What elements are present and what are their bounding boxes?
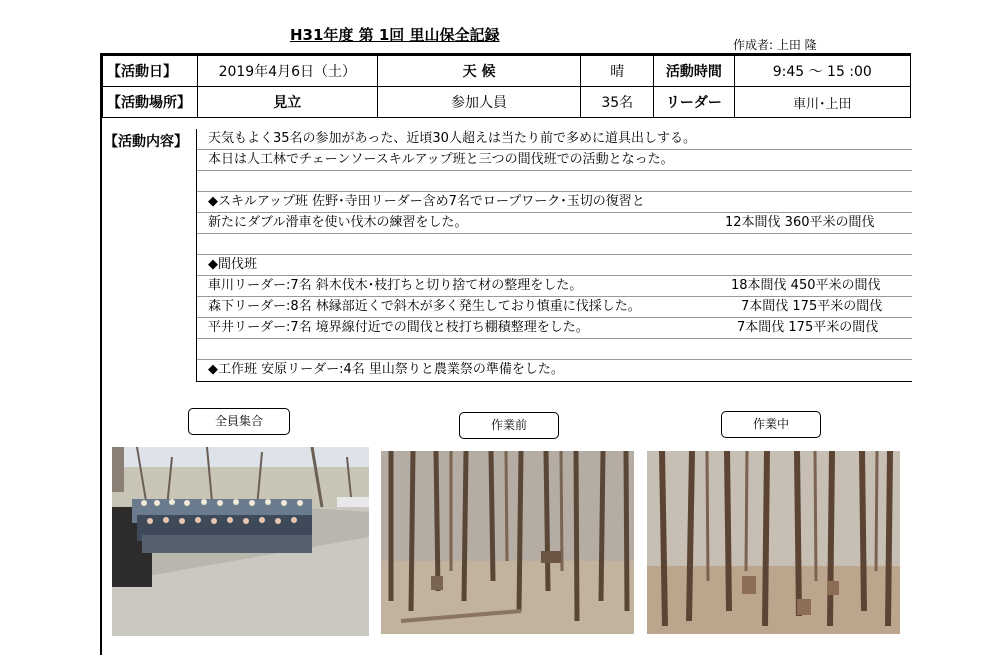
participants-label: 参加人員 (377, 87, 581, 118)
group-photo (112, 447, 369, 636)
content-line-result: 7本間伐 175平米の間伐 (741, 299, 883, 314)
content-label: 【活動内容】 (104, 134, 188, 150)
photo-label-during-work: 作業中 (721, 411, 821, 438)
time-value: 9:45 〜 15 :00 (734, 56, 910, 87)
content-line (197, 171, 912, 192)
content-line-result: 12本間伐 360平米の間伐 (725, 215, 875, 230)
place-label: 【活動場所】 (103, 87, 198, 118)
info-row-2 (103, 87, 911, 118)
content-lines (196, 129, 912, 382)
date-value: 2019年4月6日（土） (197, 56, 377, 87)
content-line (197, 234, 912, 255)
time-label: 活動時間 (654, 56, 734, 87)
content-line-result: 7本間伐 175平米の間伐 (737, 320, 879, 335)
participants-value: 35名 (581, 87, 654, 118)
content-line: 森下リーダー:8名 林縁部近くで斜木が多く発生しており慎重に伐採した。 7本間伐 175平米の間伐 (197, 297, 912, 318)
weather-value: 晴 (581, 56, 654, 87)
info-table (102, 55, 911, 118)
place-value: 見立 (197, 87, 377, 118)
report-title: H31年度 第 1回 里山保全記録 (290, 26, 500, 44)
date-label: 【活動日】 (103, 56, 198, 87)
content-line-result: 18本間伐 450平米の間伐 (731, 278, 881, 293)
content-line: 車川リーダー:7名 斜木伐木･枝打ちと切り捨て材の整理をした。 18本間伐 450平米の間伐 (197, 276, 912, 297)
during-work-photo (647, 451, 900, 634)
leader-label: リーダー (654, 87, 734, 118)
content-line (197, 339, 912, 360)
info-row-1 (103, 56, 911, 87)
content-line: ◆間伐班 (197, 255, 912, 276)
content-line: 平井リーダー:7名 境界線付近での間伐と枝打ち棚積整理をした。 7本間伐 175平米の間伐 (197, 318, 912, 339)
report-sheet (100, 53, 911, 655)
leader-value: 車川･上田 (734, 87, 910, 118)
content-line: 天気もよく35名の参加があった、近頃30人超えは当たり前で多めに道具出しする。 (197, 129, 912, 150)
content-line: 本日は人工林でチェーンソースキルアップ班と三つの間伐班での活動となった。 (197, 150, 912, 171)
content-line: 新たにダブル滑車を使い伐木の練習をした。 12本間伐 360平米の間伐 (197, 213, 912, 234)
author: 作成者: 上田 隆 (733, 38, 817, 52)
content-line: ◆工作班 安原リーダー:4名 里山祭りと農業祭の準備をした。 (208, 362, 564, 377)
before-work-photo (381, 451, 634, 634)
weather-label: 天 候 (377, 56, 581, 87)
photo-label-all-members: 全員集合 (188, 408, 290, 435)
content-line: ◆スキルアップ班 佐野･寺田リーダー含め7名でロープワーク･玉切の復習と (197, 192, 912, 213)
photo-label-before-work: 作業前 (459, 412, 559, 439)
